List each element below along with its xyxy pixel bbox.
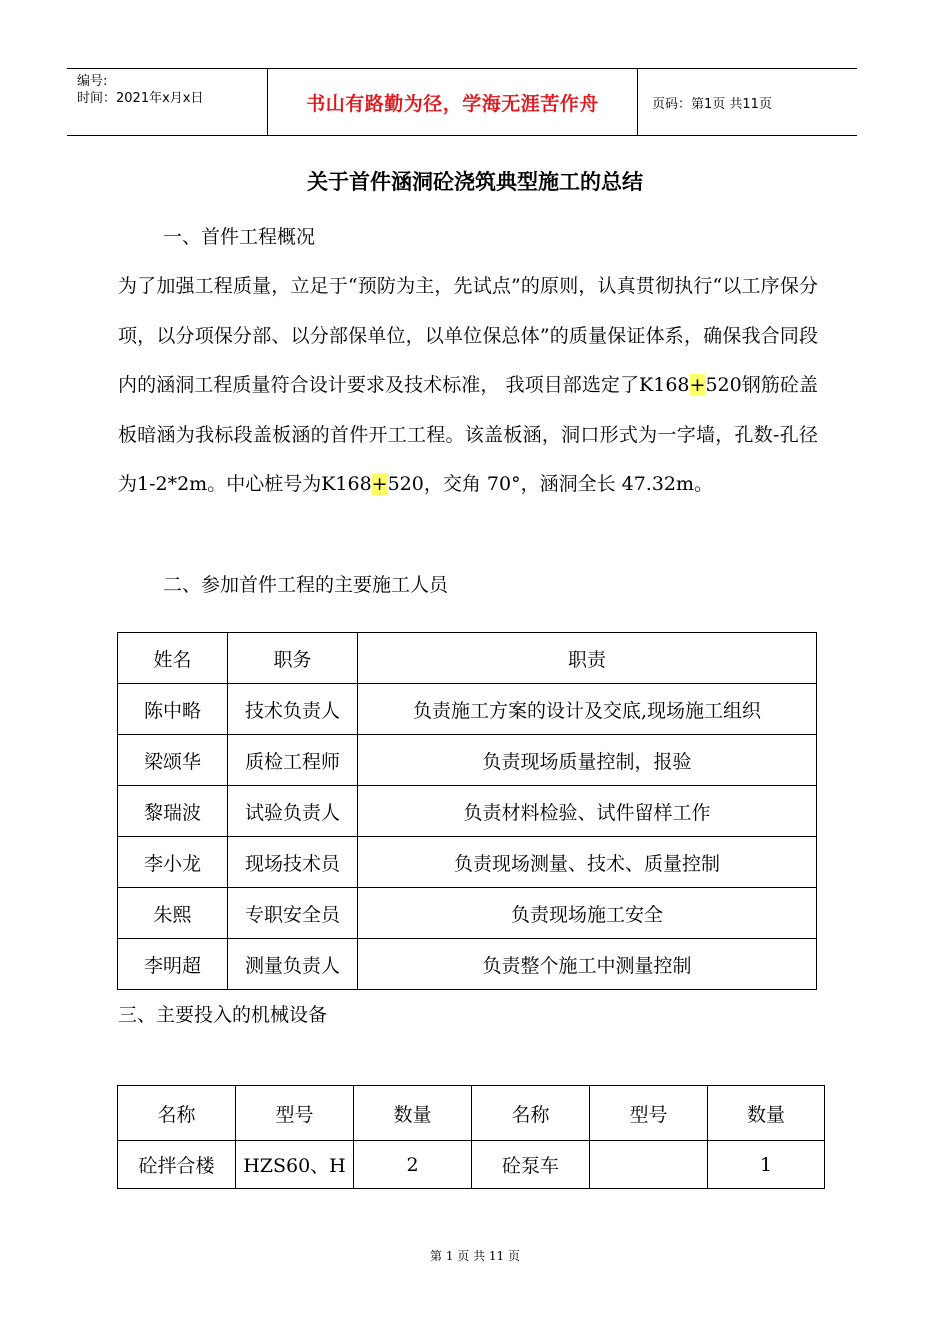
table-cell: 梁颂华 [118,735,228,786]
table-cell: HZS60、H [236,1141,354,1189]
table-header-row [118,1086,825,1141]
paragraph-text-2: 520钢筋砼盖板暗涵为我标段盖板涵的首件开工工程。该盖板涵，洞口形式为一字墙，孔数-孔径为1-2*2m。中心桩号为K168 [118,374,818,495]
table-row [118,837,817,888]
table-cell: 负责整个施工中测量控制 [358,939,817,990]
section-1-heading: 一、首件工程概况 [163,226,316,248]
table-cell: 负责现场施工安全 [358,888,817,939]
table-cell: 砼泵车 [472,1141,590,1189]
table-cell: 测量负责人 [228,939,358,990]
table-cell: 1 [708,1141,825,1189]
page-header [67,68,857,136]
table-cell [590,1141,708,1189]
section-2-heading: 二、参加首件工程的主要施工人员 [163,574,449,596]
header-motto: 书山有路勤为径，学海无涯苦作舟 [268,69,638,135]
staff-table [117,632,817,990]
table-cell: 专职安全员 [228,888,358,939]
header-cell: 名称 [472,1086,590,1141]
table-cell: 负责现场测量、技术、质量控制 [358,837,817,888]
table-cell: 朱熙 [118,888,228,939]
table-cell: 黎瑞波 [118,786,228,837]
document-title: 关于首件涵洞砼浇筑典型施工的总结 [307,170,643,194]
table-cell: 陈中略 [118,684,228,735]
paragraph-text-3: 520，交角 70°，涵洞全长 47.32m。 [387,473,714,495]
header-cell: 职务 [228,633,358,684]
paragraph-text-1: 为了加强工程质量，立足于“预防为主，先试点”的原则，认真贯彻执行“以工序保分项，以分项保分部、以分部保单位，以单位保总体”的质量保证体系，确保我合同段内的涵洞工程质量符合设计要求及技术标准， 我项目部选定了K168 [118,275,818,396]
table-header-row [118,633,817,684]
header-cell: 姓名 [118,633,228,684]
table-cell: 2 [354,1141,472,1189]
table-cell: 砼拌合楼 [118,1141,236,1189]
header-cell: 型号 [236,1086,354,1141]
table-row [118,735,817,786]
header-cell: 型号 [590,1086,708,1141]
table-row [118,1141,825,1189]
page-footer: 第 1 页 共 11 页 [430,1249,520,1263]
highlighted-plus-1: + [689,374,706,396]
document-number-label: 编号: [77,74,108,89]
header-cell: 名称 [118,1086,236,1141]
table-cell: 李小龙 [118,837,228,888]
table-cell: 试验负责人 [228,786,358,837]
header-cell: 职责 [358,633,817,684]
equipment-table [117,1085,825,1189]
table-cell: 技术负责人 [228,684,358,735]
table-cell: 负责现场质量控制，报验 [358,735,817,786]
section-1-paragraph [118,262,818,510]
table-row [118,786,817,837]
header-cell: 数量 [354,1086,472,1141]
table-row [118,888,817,939]
document-time-label: 时间：2021年x月x日 [77,91,204,106]
header-cell: 数量 [708,1086,825,1141]
section-3-heading: 三、主要投入的机械设备 [118,1004,328,1026]
table-cell: 负责施工方案的设计及交底,现场施工组织 [358,684,817,735]
table-row [118,684,817,735]
header-page-label: 页码：第1页 共11页 [652,96,772,112]
table-cell: 李明超 [118,939,228,990]
table-cell: 负责材料检验、试件留样工作 [358,786,817,837]
table-cell: 现场技术员 [228,837,358,888]
header-meta [67,69,268,135]
table-cell: 质检工程师 [228,735,358,786]
table-row [118,939,817,990]
highlighted-plus-2: + [371,473,388,495]
